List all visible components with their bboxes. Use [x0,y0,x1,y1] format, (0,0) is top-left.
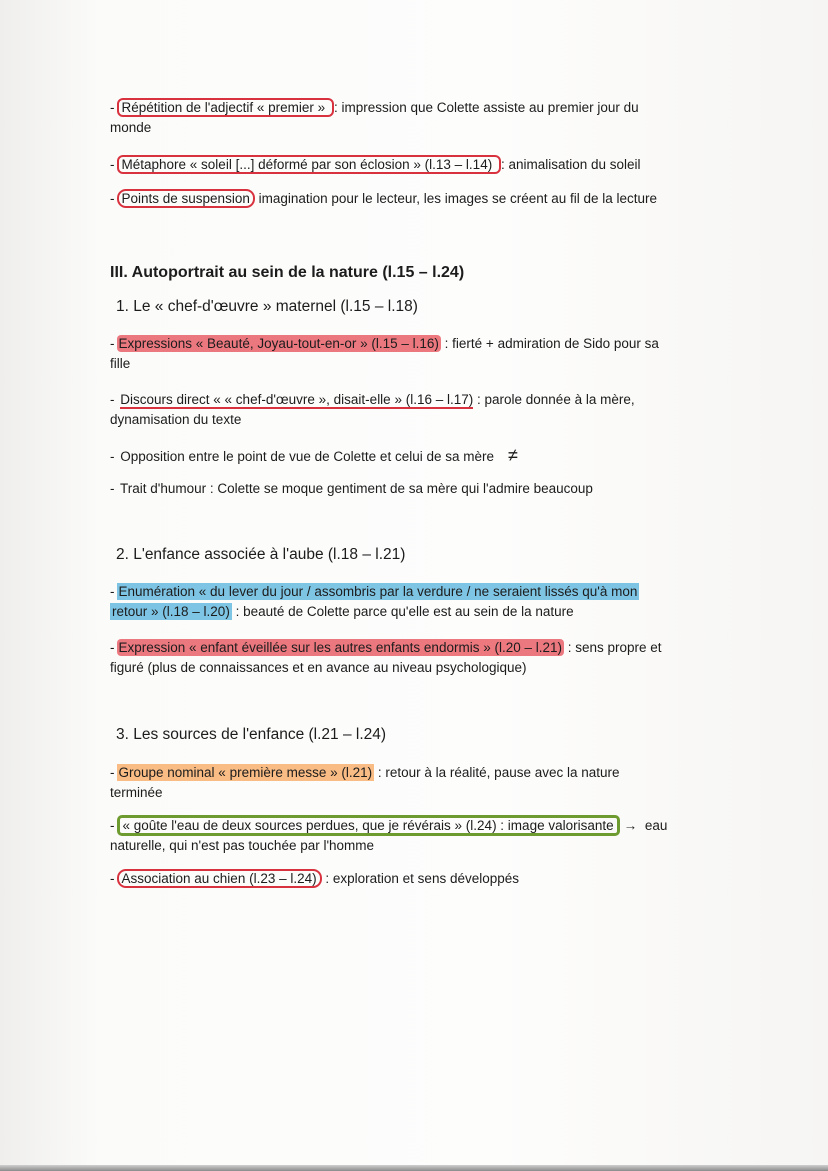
discours-underline: Discours direct « « chef-d'œuvre », disait-elle » (l.16 – l.17) [120,392,474,407]
suspension-label: Points de suspension [117,189,255,208]
bullet-repetition: - Répétition de l'adjectif « premier » : impression que Colette assiste au premier jour du monde [110,100,639,135]
sub3-title: 3. Les sources de l'enfance (l.21 – l.24) [116,726,387,743]
bullet-sources: - « goûte l'eau de deux sources perdues, que je révérais » (l.24) : image valorisante → eau naturelle, qui n'est pas touchée par l'homme [110,816,667,856]
enumeration-highlight: Enumération « du lever du jour / assombris par la verdure / ne seraient lissés qu'à mon [118,584,638,599]
association-label: Association au chien (l.23 – l.24) [117,869,322,888]
sub1-title: 1. Le « chef-d'œuvre » maternel (l.15 – l.18) [116,298,418,315]
bullet-enumeration: - Enumération « du lever du jour / assombris par la verdure / ne seraient lissés qu'à mon retour » (l.18 – l.20) : beauté de Colette parce qu'elle est au sein de la nature [110,584,638,619]
bullet-suspension: - Points de suspension imagination pour le lecteur, les images se créent au fil de la lecture [110,191,658,206]
bullet-association: - Association au chien (l.23 – l.24) : exploration et sens développés [110,871,520,886]
part3-title: III. Autoportrait au sein de la nature (l.15 – l.24) [110,264,465,281]
enumeration-highlight-cont: retour » (l.18 – l.20) [112,604,230,619]
expression-enfant-highlight: Expression « enfant éveillée sur les autres enfants endormis » (l.20 – l.21) [118,640,562,655]
bullet-opposition: - Opposition entre le point de vue de Colette et celui de sa mère ≠ [110,445,518,465]
groupe-nominal-highlight: Groupe nominal « première messe » (l.21) [118,765,373,780]
not-equal-symbol: ≠ [508,445,518,465]
sub2-title: 2. L'enfance associée à l'aube (l.18 – l.21) [116,546,406,563]
sources-box: « goûte l'eau de deux sources perdues, que je révérais » (l.24) : image valorisante [117,815,620,836]
bullet-discours: - Discours direct « « chef-d'œuvre », disait-elle » (l.16 – l.17) : parole donnée à la mère, dynamisation du texte [110,392,635,427]
bullet-expressions: - Expressions « Beauté, Joyau-tout-en-or » (l.15 – l.16) : fierté + admiration de Sido pour sa fille [110,336,659,371]
bullet-humour: - Trait d'humour : Colette se moque gentiment de sa mère qui l'admire beaucoup [110,481,593,496]
bullet-metaphore: - Métaphore « soleil [...] déformé par son éclosion » (l.13 – l.14) : animalisation du soleil [110,157,641,172]
bullet-groupe-nominal: - Groupe nominal « première messe » (l.21) : retour à la réalité, pause avec la nature terminée [110,765,620,800]
page-bottom-edge [0,1165,828,1171]
metaphore-label: Métaphore « soleil [...] déformé par son éclosion » (l.13 – l.14) [117,155,501,174]
arrow-icon: → [623,818,638,833]
expressions-highlight: Expressions « Beauté, Joyau-tout-en-or » (l.15 – l.16) [118,336,439,351]
repetition-label: Répétition de l'adjectif « premier » [117,98,334,117]
bullet-expression-enfant: - Expression « enfant éveillée sur les autres enfants endormis » (l.20 – l.21) : sens propre et figuré (plus de connaissances et en avance au niveau psychologique) [110,640,662,675]
